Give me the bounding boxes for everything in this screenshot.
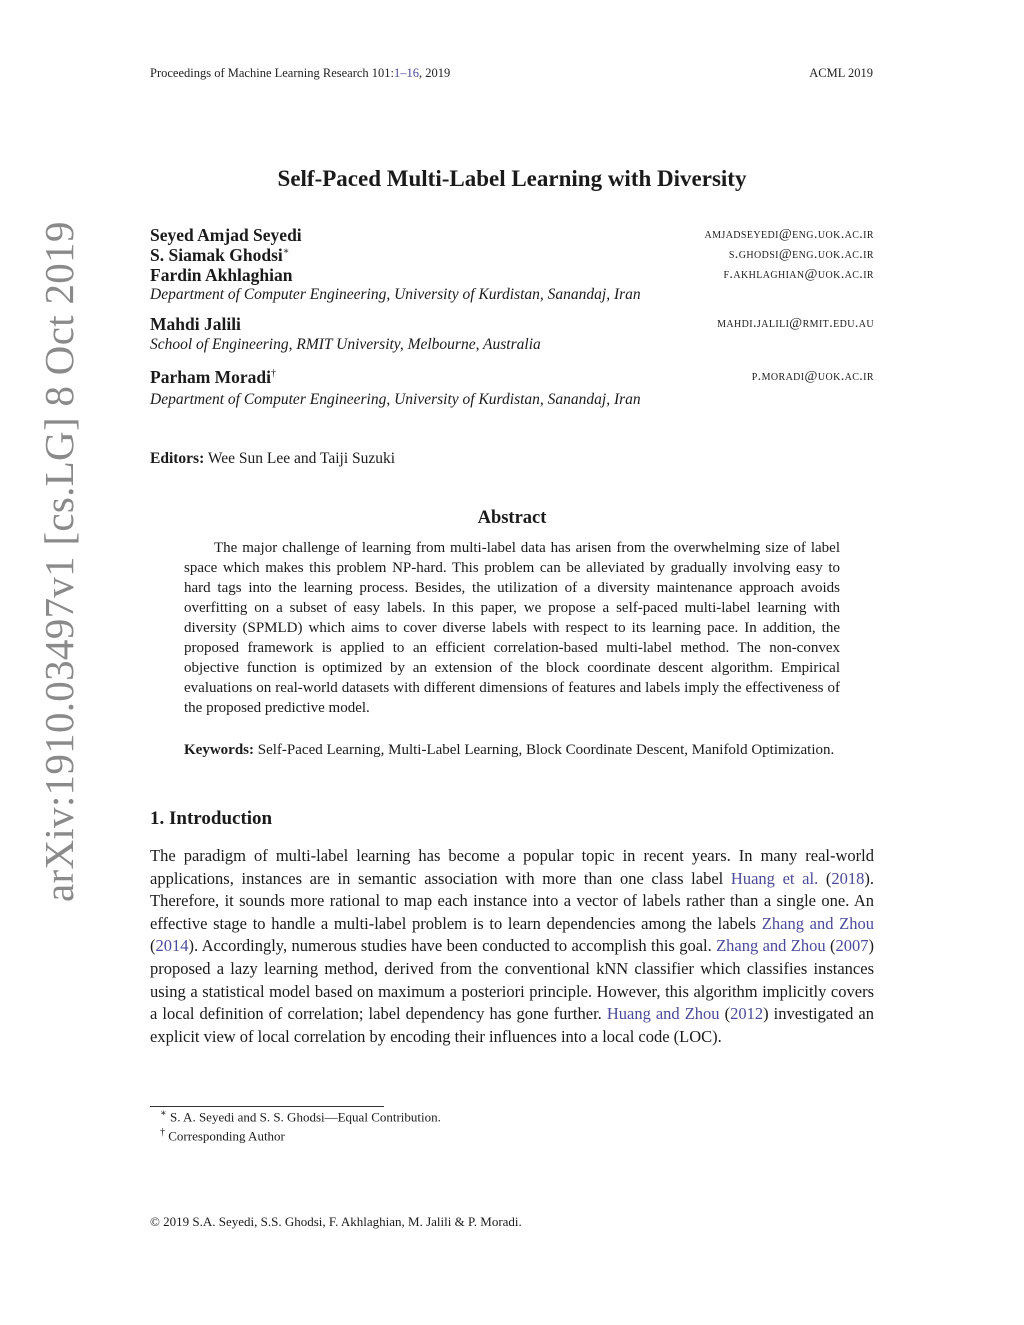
section-heading: 1. Introduction (150, 808, 273, 829)
proceedings-label: Proceedings of Machine Learning Research 101: (150, 66, 395, 80)
citation-link[interactable]: 2007 (835, 936, 869, 956)
keywords-label: Keywords: (184, 742, 254, 758)
abstract-body: The major challenge of learning from multi-label data has arisen from the overwhelming size of label space which makes this problem NP-hard. This problem can be alleviated by gradually involving easy to hard tags into the learning process. Besides, the utilization of a diversity maintenance approach avoids overfitting on a subset of easy labels. In this paper, we propose a self-paced multi-label learning with diversity (SPMLD) which aims to cover diverse labels with respect to its learning pace. In addition, the proposed framework is applied to an efficient correlation-based multi-label method. The non-convex objective function is optimized by an extension of the block coordinate descent algorithm. Empirical evaluations on real-world datasets with different dimensions of features and labels imply the effectiveness of the proposed predictive model. (184, 540, 840, 716)
editors-label: Editors: (150, 450, 205, 467)
affiliation: Department of Computer Engineering, University of Kurdistan, Sanandaj, Iran (150, 286, 641, 303)
editors-line (150, 450, 395, 468)
footnote: † Corresponding Author (160, 1127, 285, 1144)
citation-link[interactable]: Huang and Zhou (606, 1004, 720, 1024)
year-label: , 2019 (419, 66, 451, 80)
author-row (150, 367, 874, 387)
author-email[interactable]: mahdi.jalili@rmit.edu.au (717, 316, 874, 331)
author-email[interactable]: f.akhlaghian@uok.ac.ir (723, 267, 874, 282)
running-header-left (150, 66, 450, 81)
page-range-link[interactable]: 1–16 (394, 66, 420, 80)
author-email[interactable]: amjadseyedi@eng.uok.ac.ir (704, 227, 874, 242)
arxiv-stamp: arXiv:1910.03497v1 [cs.LG] 8 Oct 2019 (36, 221, 82, 902)
author-row (150, 225, 874, 245)
citation-link[interactable]: Huang et al. (730, 868, 819, 888)
copyright-notice: © 2019 S.A. Seyedi, S.S. Ghodsi, F. Akhlaghian, M. Jalili & P. Moradi. (150, 1214, 522, 1229)
keywords (184, 740, 840, 760)
author-name: Parham Moradi† (150, 367, 277, 387)
citation-link[interactable]: Zhang and Zhou (761, 913, 874, 933)
citation-link[interactable]: 2012 (730, 1004, 764, 1024)
author-row (150, 265, 874, 285)
author-name: Mahdi Jalili (150, 314, 241, 334)
footnote: ∗ S. A. Seyedi and S. S. Ghodsi—Equal Contribution. (160, 1108, 441, 1125)
affiliation: School of Engineering, RMIT University, Melbourne, Australia (150, 336, 541, 353)
citation-link[interactable]: Zhang and Zhou (716, 936, 826, 956)
affiliation: Department of Computer Engineering, University of Kurdistan, Sanandaj, Iran (150, 391, 641, 408)
author-row (150, 314, 874, 334)
editors-names: Wee Sun Lee and Taiji Suzuki (207, 450, 396, 467)
introduction-paragraph: The paradigm of multi-label learning has become a popular topic in recent years. In many real-world applications, instances are in semantic association with more than one class label Huang et al. (2018). Therefore, it sounds more rational to map each instance into a vector of labels rather than a single one. An effective stage to handle a multi-label problem is to learn dependencies among the labels Zhang and Zhou (2014). Accordingly, numerous studies have been conducted to accomplish this goal. Zhang and Zhou (2007) proposed a lazy learning method, derived from the conventional kNN classifier which classifies instances using a statistical model based on maximum a posteriori principle. However, this algorithm implicitly covers a local definition of correlation; label dependency has gone further. Huang and Zhou (2012) investigated an explicit view of local correlation by encoding their influences into a local code (LOC). (150, 846, 874, 1046)
author-name: Seyed Amjad Seyedi (150, 225, 302, 245)
author-email[interactable]: p.moradi@uok.ac.ir (751, 369, 874, 384)
running-header-right: ACML 2019 (809, 66, 873, 80)
author-row (150, 245, 874, 265)
citation-link[interactable]: 2014 (155, 936, 189, 956)
author-name: S. Siamak Ghodsi∗ (150, 245, 290, 265)
citation-link[interactable]: 2018 (831, 868, 865, 888)
author-email[interactable]: s.ghodsi@eng.uok.ac.ir (728, 247, 874, 262)
author-name: Fardin Akhlaghian (150, 265, 293, 285)
footnote-divider (150, 1106, 384, 1107)
paper-title: Self-Paced Multi-Label Learning with Diversity (277, 166, 747, 191)
abstract-heading: Abstract (477, 508, 547, 528)
keywords-list: Self-Paced Learning, Multi-Label Learning, Block Coordinate Descent, Manifold Optimization. (257, 742, 835, 758)
